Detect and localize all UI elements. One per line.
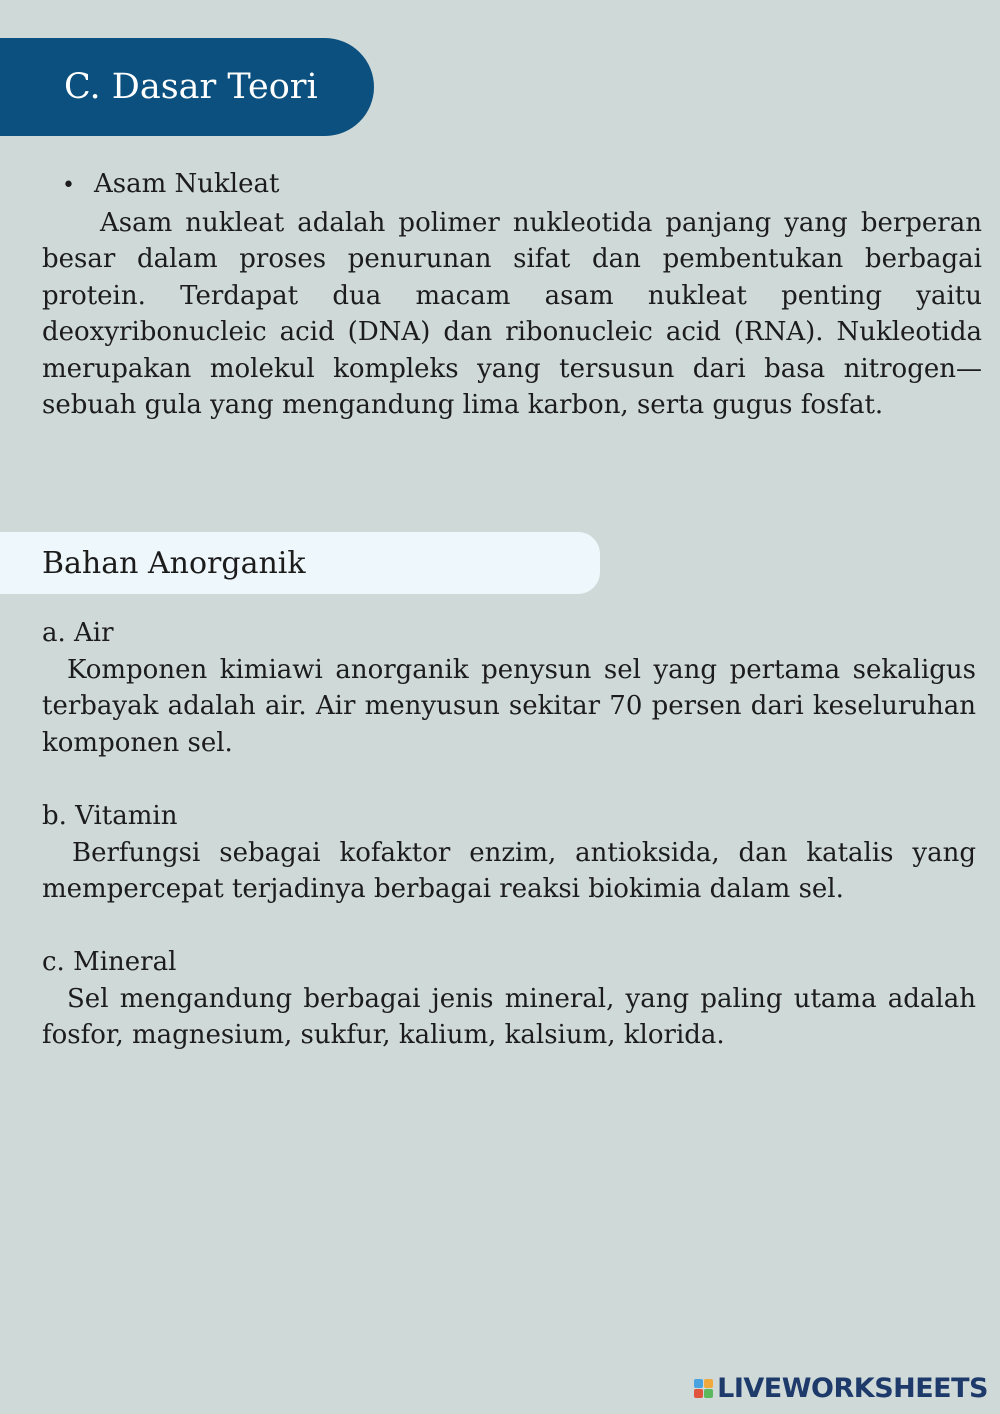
item-text: Berfungsi sebagai kofaktor enzim, antioksida, dan katalis yang mempercepat terjadinya berbagai reaksi biokimia dalam sel.: [42, 837, 976, 904]
logo-square: [694, 1379, 703, 1388]
item-text: Komponen kimiawi anorganik penysun sel yang pertama sekaligus terbayak adalah air. Air menyusun sekitar 70 persen dari keseluruhan komponen sel.: [42, 654, 976, 758]
section-header-banner: [0, 38, 374, 136]
item-text: Sel mengandung berbagai jenis mineral, yang paling utama adalah fosfor, magnesium, sukfur, kalium, kalsium, klorida.: [42, 983, 976, 1050]
list-item-mineral: [42, 944, 976, 1054]
list-item-air: [42, 615, 976, 761]
logo-square: [704, 1379, 713, 1388]
bullet-item: [42, 166, 982, 205]
list-item-vitamin: [42, 798, 976, 908]
logo-square: [704, 1389, 713, 1398]
watermark-text: LIVEWORKSHEETS: [717, 1373, 988, 1404]
bullet-heading: Asam Nukleat: [94, 169, 280, 199]
nucleic-acid-section: [42, 166, 982, 424]
subsection-banner: [0, 532, 600, 594]
item-heading: b. Vitamin: [42, 801, 178, 831]
nucleic-acid-paragraph: Asam nukleat adalah polimer nukleotida panjang yang berperan besar dalam proses penurunan sifat dan pembentukan berbagai protein. Terdapat dua macam asam nukleat penting yaitu deoxyribonucleic acid (DNA) dan ribonucleic acid (RNA). Nukleotida merupakan molekul kompleks yang tersusun dari basa nitrogen—sebuah gula yang mengandung lima karbon, serta gugus fosfat.: [42, 207, 982, 420]
subsection-title: Bahan Anorganik: [42, 545, 306, 581]
logo-square: [694, 1389, 703, 1398]
item-heading: c. Mineral: [42, 947, 177, 977]
bullet-icon: •: [62, 173, 75, 198]
section-title: C. Dasar Teori: [64, 67, 318, 107]
item-heading: a. Air: [42, 618, 114, 648]
liveworksheets-logo-icon: [694, 1379, 713, 1398]
liveworksheets-watermark[interactable]: [694, 1373, 988, 1404]
